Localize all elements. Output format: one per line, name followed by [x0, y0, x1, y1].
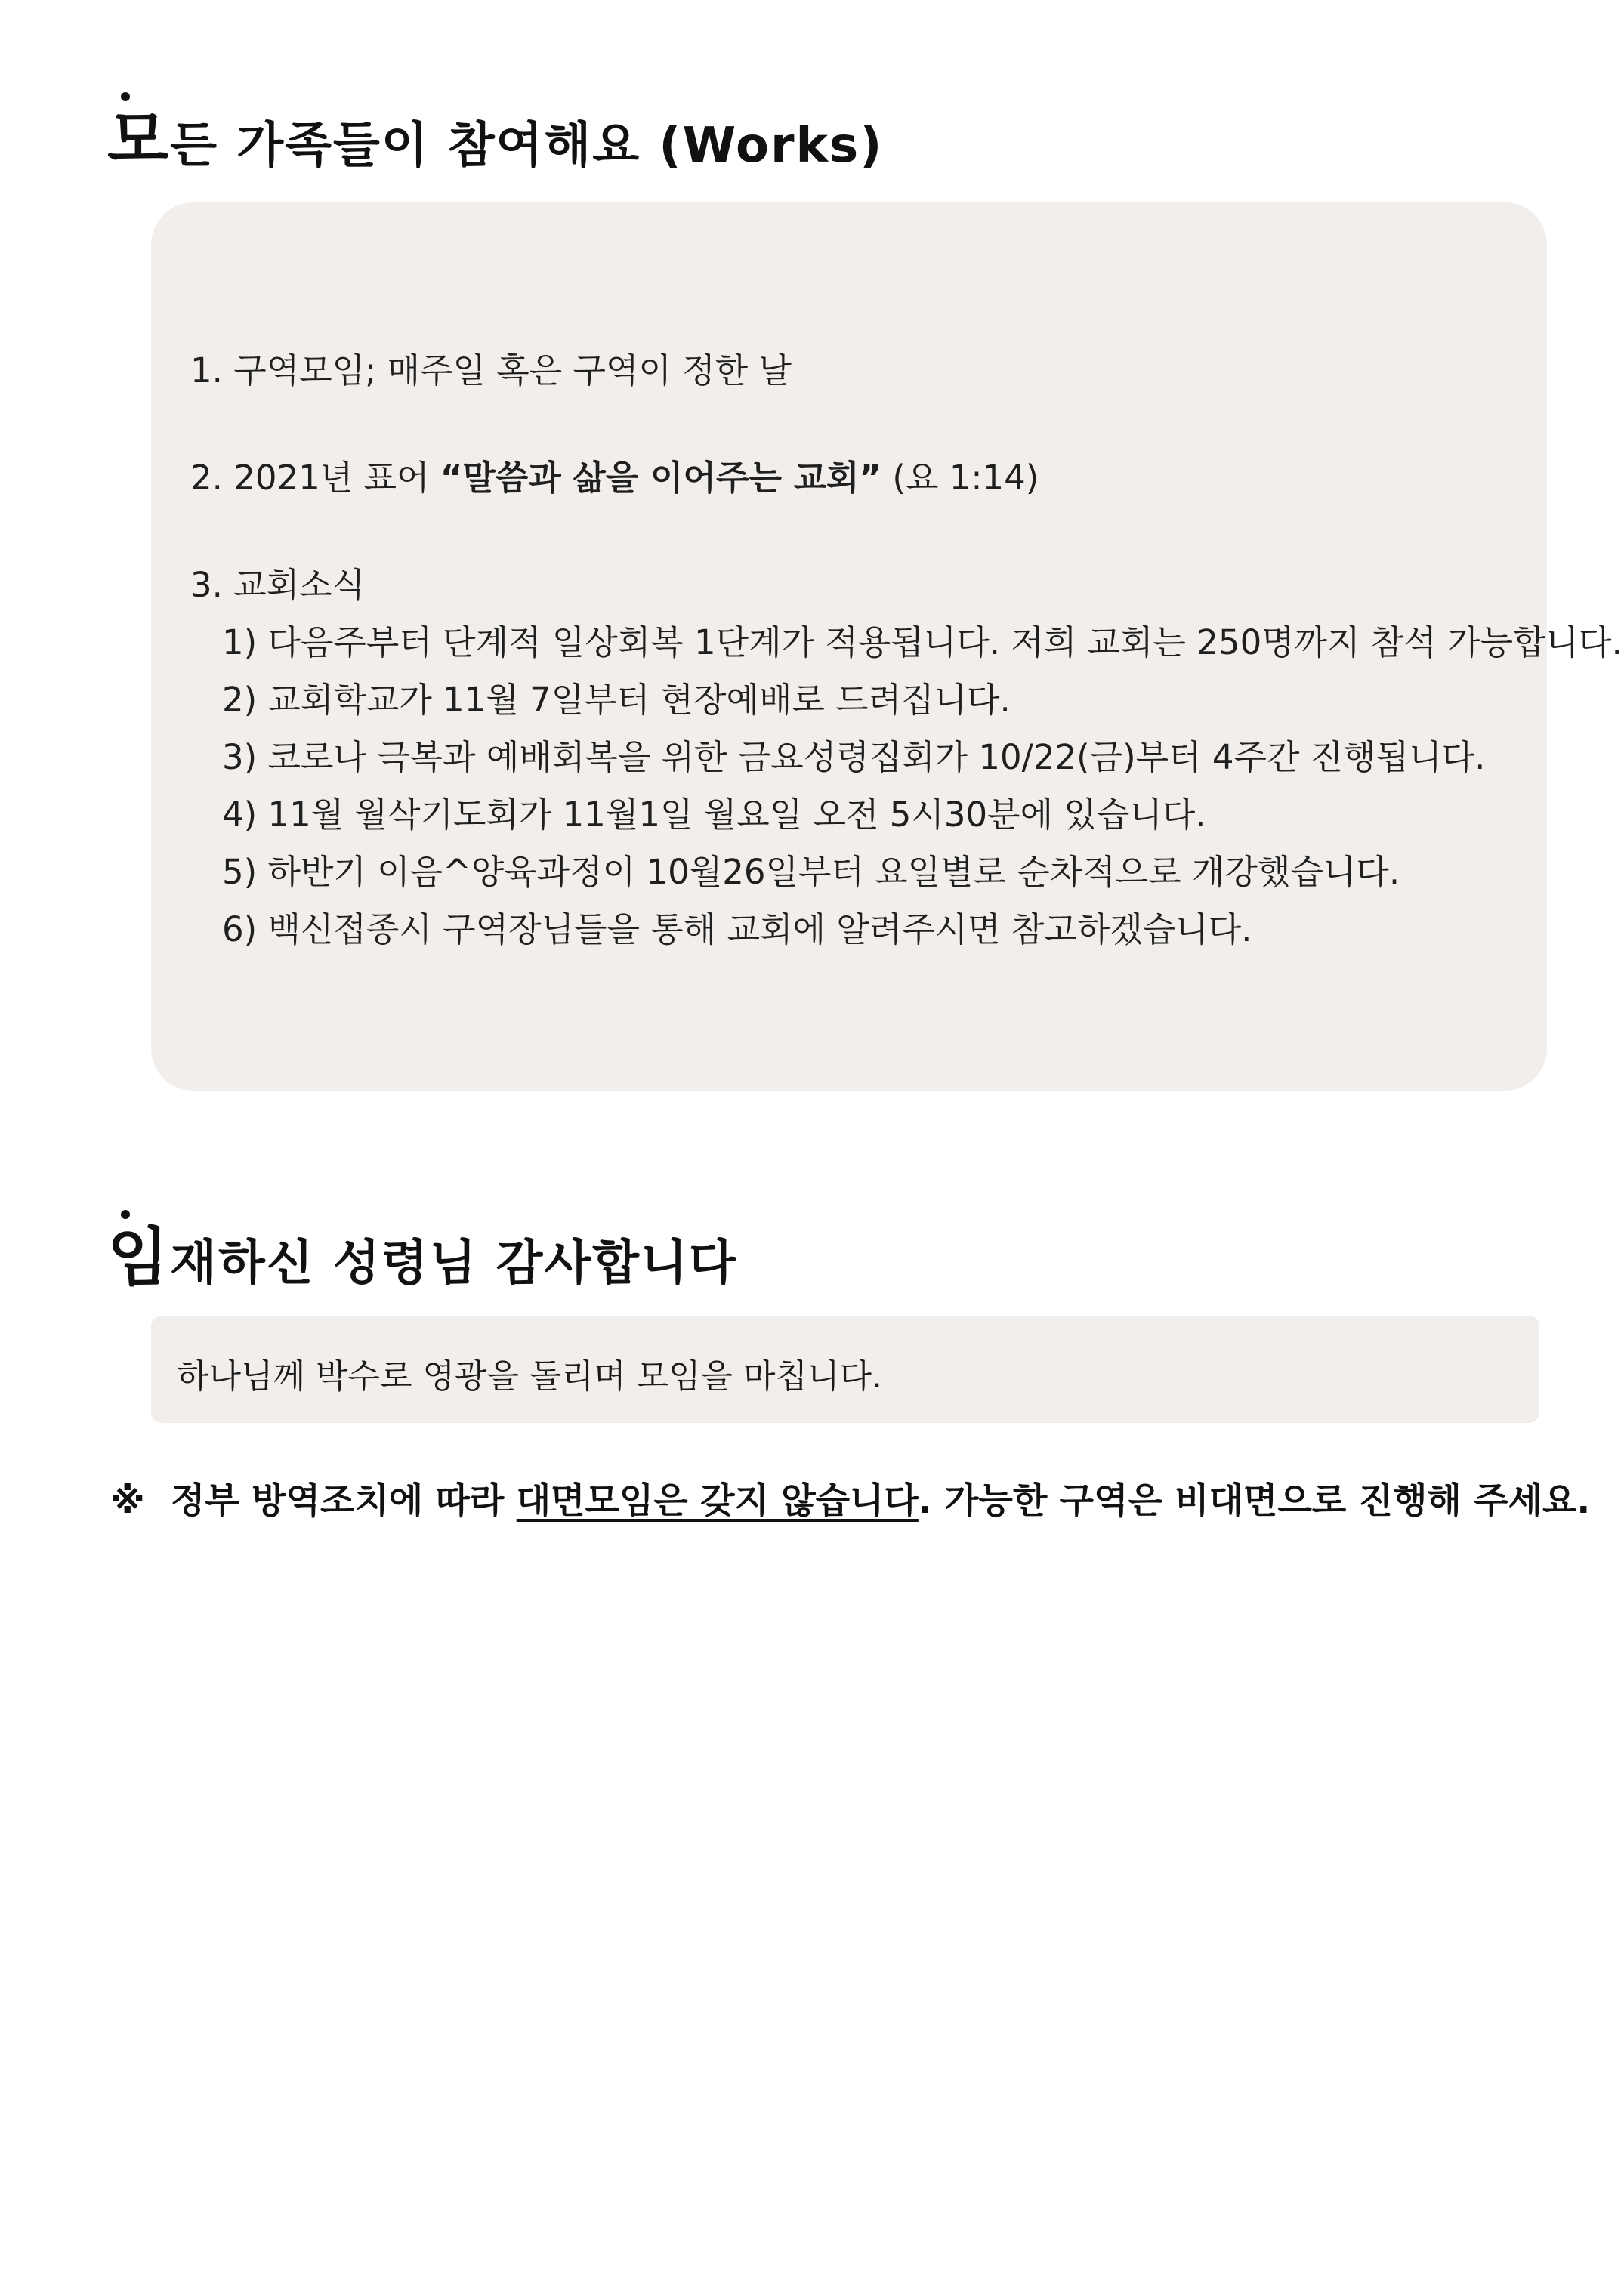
section-heading-closing — [107, 1207, 737, 1298]
notice-text-after: . 가능한 구역은 비대면으로 진행해 주세요. — [918, 1480, 1591, 1522]
reference-mark: ※ — [110, 1480, 145, 1522]
news-item: 6) 백신접종시 구역장님들을 통해 교회에 알려주시면 참고하겠습니다. — [222, 909, 1252, 949]
news-item: 2) 교회학교가 11월 7일부터 현장예배로 드려집니다. — [222, 680, 1011, 720]
news-item: 5) 하반기 이음^양육과정이 10월26일부터 요일별로 순차적으로 개강했습니다. — [222, 852, 1400, 892]
works-item-3-title: 3. 교회소식 — [190, 565, 366, 605]
motto-reference: (요 1:14) — [881, 458, 1039, 498]
motto-prefix: 2. 2021년 표어 — [190, 458, 440, 498]
section-heading-works — [107, 89, 883, 181]
motto-text: “말씀과 삶을 이어주는 교회” — [440, 458, 882, 498]
notice-text-before: 정부 방역조치에 따라 — [171, 1480, 517, 1522]
works-item-1: 1. 구역모임; 매주일 혹은 구역이 정한 날 — [190, 350, 792, 390]
notice-emphasis: 대면모임은 갖지 않습니다 — [516, 1480, 919, 1522]
heading-initial: 임 — [107, 1221, 171, 1295]
news-item: 4) 11월 월삭기도회가 11월1일 월요일 오전 5시30분에 있습니다. — [222, 795, 1206, 835]
news-item: 1) 다음주부터 단계적 일상회복 1단계가 적용됩니다. 저희 교회는 250명까지 참석 가능합니다. — [222, 622, 1622, 662]
news-item: 3) 코로나 극복과 예배회복을 위한 금요성령집회가 10/22(금)부터 4주간 진행됩니다. — [222, 737, 1486, 777]
heading-text: 재하신 성령님 감사합니다 — [170, 1236, 737, 1292]
works-box — [151, 202, 1622, 1091]
closing-text: 하나님께 박수로 영광을 돌리며 모임을 마칩니다. — [177, 1357, 882, 1396]
notice — [110, 1473, 1590, 1523]
heading-text: 든 가족들이 참여해요 (Works) — [170, 118, 884, 174]
closing-box — [151, 1316, 1539, 1423]
works-item-2 — [190, 450, 1039, 499]
heading-initial: 모 — [107, 103, 171, 177]
